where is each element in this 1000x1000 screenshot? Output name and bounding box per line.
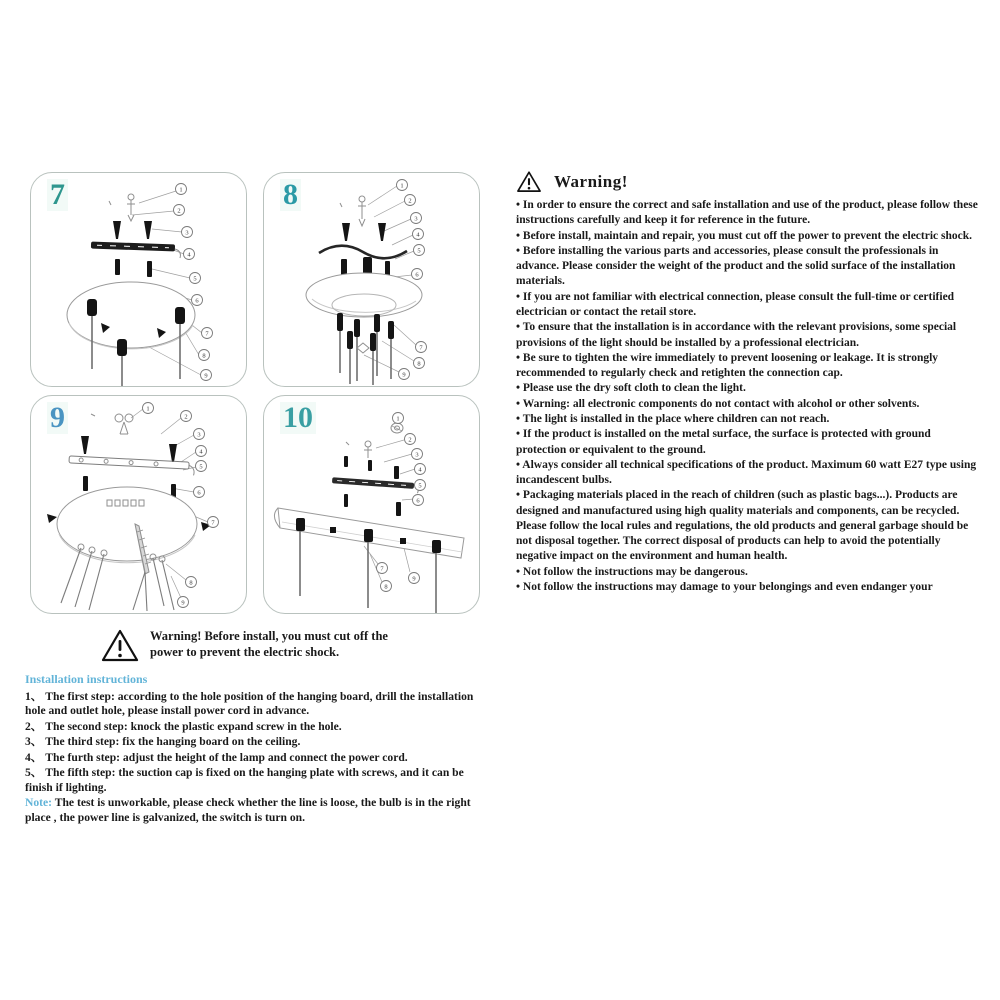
svg-text:4: 4 xyxy=(418,466,422,474)
svg-text:7: 7 xyxy=(211,519,215,527)
diagram-panel-8 xyxy=(263,172,480,387)
installation-steps-list xyxy=(25,690,493,795)
svg-text:1: 1 xyxy=(396,415,400,423)
svg-text:5: 5 xyxy=(417,247,421,255)
warning-bullet: • Packaging materials placed in the reach of children (such as plastic bags...). Products are designed and manufactured using high quality materials and components, can be recycled. Please follow the local rules and regulations, the old products and general garbage should be not disposal together. The correct disposal of products can help to avoid the potentially negative impact on the environment and human health. xyxy=(516,488,978,564)
installation-instructions-section xyxy=(25,672,493,825)
svg-text:2: 2 xyxy=(177,207,181,215)
note-text: The test is unworkable, please check whether the line is loose, the bulb is in the right place , the power line is galvanized, the switch is turn on. xyxy=(25,796,471,824)
svg-text:4: 4 xyxy=(416,231,420,239)
warning-bullet: • Warning: all electronic components do not contact with alcohol or other solvents. xyxy=(516,397,978,412)
panel-number: 8 xyxy=(280,179,301,211)
warning-header xyxy=(516,170,978,194)
diagram-panel-10 xyxy=(263,395,480,614)
svg-text:2: 2 xyxy=(408,436,412,444)
svg-text:6: 6 xyxy=(415,271,419,279)
warning-bullet: • Not follow the instructions may be dangerous. xyxy=(516,565,978,580)
panel-number: 10 xyxy=(280,402,316,434)
warning-bullet: • If the product is installed on the metal surface, the surface is protected with ground protection or equivalent to the ground. xyxy=(516,427,978,458)
installation-title: Installation instructions xyxy=(25,672,148,686)
svg-text:2: 2 xyxy=(408,197,412,205)
install-step: 4、 The furth step: adjust the height of the lamp and connect the power cord. xyxy=(25,750,408,764)
diagram-panel-7 xyxy=(30,172,247,387)
warning-bullet: • Before install, maintain and repair, you must cut off the power to prevent the electric shock. xyxy=(516,229,978,244)
svg-text:5: 5 xyxy=(193,275,197,283)
warning-section xyxy=(516,170,978,595)
svg-text:6: 6 xyxy=(416,497,420,505)
svg-text:3: 3 xyxy=(197,431,201,439)
svg-text:9: 9 xyxy=(181,599,185,607)
svg-text:4: 4 xyxy=(199,448,203,456)
callout-markers xyxy=(377,413,426,592)
svg-text:7: 7 xyxy=(205,330,209,338)
svg-text:5: 5 xyxy=(418,482,422,490)
install-warning-box xyxy=(100,628,410,664)
svg-text:1: 1 xyxy=(179,186,183,194)
svg-text:9: 9 xyxy=(204,372,208,380)
warning-title: Warning! xyxy=(554,172,628,191)
svg-text:9: 9 xyxy=(402,371,406,379)
warning-triangle-icon xyxy=(516,170,542,194)
svg-text:2: 2 xyxy=(184,413,188,421)
svg-text:7: 7 xyxy=(419,344,423,352)
svg-text:9: 9 xyxy=(412,575,416,583)
warning-bullet-list xyxy=(516,198,978,595)
svg-text:4: 4 xyxy=(187,251,191,259)
warning-bullet: • Be sure to tighten the wire immediately to prevent loosening or leakage. It is strongly recommended to regularly check and retighten the connection cap. xyxy=(516,351,978,382)
svg-text:8: 8 xyxy=(202,352,206,360)
warning-bullet: • Before installing the various parts and accessories, please consult the professionals in advance. Please consider the weight of the product and the solid surface of the installation materials. xyxy=(516,244,978,290)
warning-bullet: • If you are not familiar with electrical connection, please consult the full-time or certified electrician or contact the retail store. xyxy=(516,290,978,321)
svg-text:6: 6 xyxy=(197,489,201,497)
note-label: Note: xyxy=(25,796,53,810)
panel-number: 7 xyxy=(47,179,68,211)
svg-text:6: 6 xyxy=(195,297,199,305)
warning-bullet: • Always consider all technical specifications of the product. Maximum 60 watt E27 type using incandescent bulbs. xyxy=(516,458,978,489)
svg-text:3: 3 xyxy=(185,229,189,237)
install-step: 2、 The second step: knock the plastic expand screw in the hole. xyxy=(25,719,342,733)
install-step: 3、 The third step: fix the hanging board on the ceiling. xyxy=(25,735,301,749)
svg-text:8: 8 xyxy=(384,583,388,591)
warning-bullet: • Please use the dry soft cloth to clean the light. xyxy=(516,381,978,396)
svg-text:8: 8 xyxy=(417,360,421,368)
svg-text:5: 5 xyxy=(199,463,203,471)
svg-text:3: 3 xyxy=(414,215,418,223)
warning-bullet: • To ensure that the installation is in accordance with the relevant provisions, some special provisions of the light should be installed by a professional electrician. xyxy=(516,320,978,351)
diagram-panel-9 xyxy=(30,395,247,614)
panel-number: 9 xyxy=(47,402,68,434)
warning-bullet: • In order to ensure the correct and safe installation and use of the product, please follow these instructions carefully and keep it for reference in the future. xyxy=(516,198,978,229)
note-line xyxy=(25,796,493,825)
install-step: 5、 The fifth step: the suction cap is fixed on the hanging plate with screws, and it can be finish if lighting. xyxy=(25,766,464,794)
svg-text:1: 1 xyxy=(400,182,404,190)
svg-text:7: 7 xyxy=(380,565,384,573)
svg-text:1: 1 xyxy=(146,405,150,413)
install-step: 1、 The first step: according to the hole position of the hanging board, drill the installation hole and outlet hole, please install power cord in advance. xyxy=(25,690,474,718)
warning-bullet: • Not follow the instructions may damage to your belongings and even endanger your xyxy=(516,580,978,595)
warning-triangle-icon xyxy=(100,628,140,664)
warning-bullet: • The light is installed in the place where children can not reach. xyxy=(516,412,978,427)
svg-text:3: 3 xyxy=(415,451,419,459)
svg-text:8: 8 xyxy=(189,579,193,587)
install-warning-text: Warning! Before install, you must cut off the power to prevent the electric shock. xyxy=(150,629,388,660)
